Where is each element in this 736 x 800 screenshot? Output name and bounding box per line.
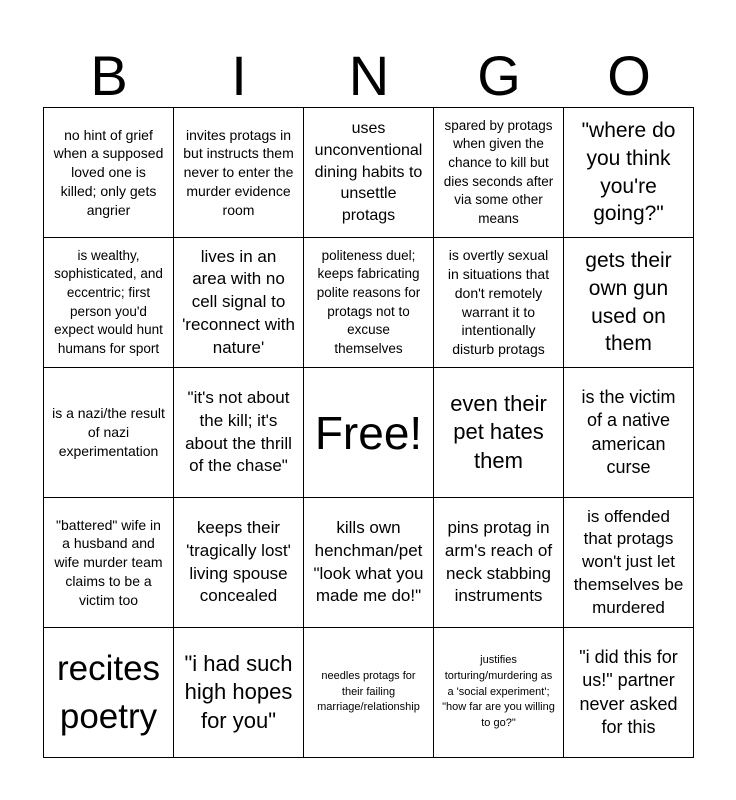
cell-text: "i had such high hopes for you": [184, 650, 293, 733]
bingo-cell[interactable]: [44, 368, 174, 498]
bingo-cell[interactable]: [434, 498, 564, 628]
bingo-cell[interactable]: [304, 108, 434, 238]
bingo-cell[interactable]: [564, 238, 694, 368]
header-letter-g: G: [477, 44, 521, 107]
bingo-cell[interactable]: [174, 498, 304, 628]
cell-text: pins protag in arm's reach of neck stabbing instruments: [444, 517, 553, 606]
cell-text: keeps their 'tragically lost' living spouse concealed: [186, 517, 291, 606]
free-space-text: Free!: [314, 406, 423, 459]
bingo-cell[interactable]: [564, 108, 694, 238]
bingo-cell[interactable]: [174, 238, 304, 368]
bingo-cell-free[interactable]: [304, 368, 434, 498]
cell-text: lives in an area with no cell signal to 'reconnect with nature': [182, 246, 295, 357]
bingo-cell[interactable]: [434, 628, 564, 758]
bingo-board: [43, 107, 694, 758]
bingo-cell[interactable]: [44, 498, 174, 628]
cell-text: is the victim of a native american curse: [581, 387, 676, 477]
cell-text: kills own henchman/pet "look what you made me do!": [313, 517, 424, 606]
bingo-cell[interactable]: [434, 238, 564, 368]
bingo-header: [44, 44, 694, 108]
bingo-cell[interactable]: [564, 498, 694, 628]
cell-text: politeness duel; keeps fabricating polite reasons for protags not to excuse themselves: [316, 247, 421, 356]
bingo-cell[interactable]: [44, 238, 174, 368]
cell-text: justifies torturing/murdering as a 'social experiment'; "how far are you willing to go?": [442, 653, 555, 730]
bingo-cell[interactable]: [564, 368, 694, 498]
cell-text: no hint of grief when a supposed loved one is killed; only gets angrier: [53, 126, 164, 218]
cell-text: even their pet hates them: [450, 390, 547, 473]
bingo-cell[interactable]: [44, 108, 174, 238]
cell-text: is overtly sexual in situations that don't remotely warrant it to intentionally disturb protags: [447, 247, 550, 357]
bingo-cell[interactable]: [304, 238, 434, 368]
bingo-cell[interactable]: [44, 628, 174, 758]
cell-text: invites protags in but instructs them never to enter the murder evidence room: [183, 126, 294, 218]
bingo-cell[interactable]: [434, 368, 564, 498]
bingo-cell[interactable]: [434, 108, 564, 238]
header-letter-n: N: [348, 44, 390, 107]
header-letter-i: I: [231, 44, 247, 107]
cell-text: needles protags for their failing marriage/relationship: [317, 669, 420, 714]
cell-text: "i did this for us!" partner never asked for this: [579, 647, 678, 737]
bingo-cell[interactable]: [304, 498, 434, 628]
cell-text: is wealthy, sophisticated, and eccentric; first person you'd expect would hunt humans for sport: [54, 247, 163, 356]
cell-text: "battered" wife in a husband and wife murder team claims to be a victim too: [54, 516, 163, 608]
cell-text: is a nazi/the result of nazi experimentation: [52, 405, 165, 459]
header-letter-b: B: [90, 44, 128, 107]
bingo-cell[interactable]: [304, 628, 434, 758]
bingo-cell[interactable]: [174, 108, 304, 238]
bingo-cell[interactable]: [174, 368, 304, 498]
bingo-cell[interactable]: [174, 628, 304, 758]
cell-text: gets their own gun used on them: [585, 248, 672, 356]
bingo-cell[interactable]: [564, 628, 694, 758]
header-letter-o: O: [607, 44, 651, 107]
cell-text: "where do you think you're going?": [581, 118, 676, 226]
cell-text: recites poetry: [56, 649, 161, 736]
cell-text: is offended that protags won't just let themselves be murdered: [573, 506, 684, 617]
cell-text: uses unconventional dining habits to unsettle protags: [314, 120, 423, 225]
cell-text: "it's not about the kill; it's about the thrill of the chase": [185, 387, 292, 476]
cell-text: spared by protags when given the chance to kill but dies seconds after via some other means: [443, 117, 554, 226]
